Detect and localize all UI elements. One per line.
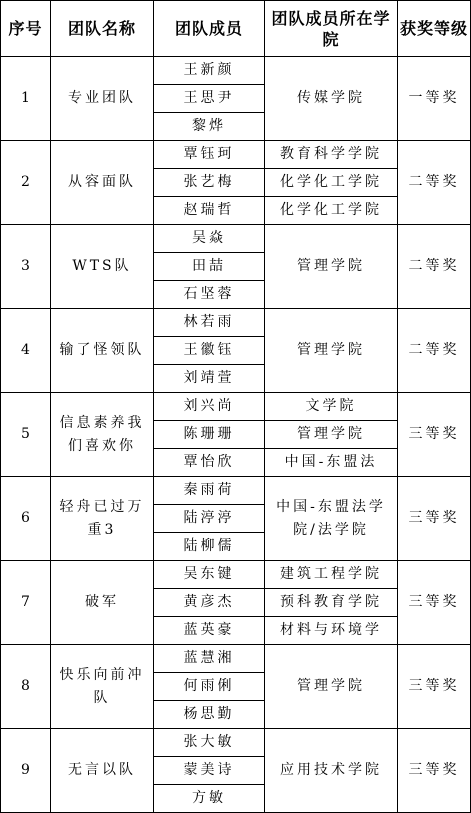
member-college: 化学化工学院 xyxy=(265,169,398,197)
table-row xyxy=(1,393,471,421)
member-college: 文学院 xyxy=(265,393,398,421)
team-college: 管理学院 xyxy=(265,309,398,393)
team-college: 中国-东盟法学院/法学院 xyxy=(265,477,398,561)
header-seq: 序号 xyxy=(1,1,51,57)
team-seq: 5 xyxy=(1,393,51,477)
team-seq: 8 xyxy=(1,645,51,729)
team-member: 杨思勤 xyxy=(154,701,265,729)
team-member: 赵瑞哲 xyxy=(154,197,265,225)
team-award: 二等奖 xyxy=(398,309,471,393)
team-seq: 2 xyxy=(1,141,51,225)
table-row xyxy=(1,225,471,253)
team-member: 王思尹 xyxy=(154,85,265,113)
team-name: 轻舟已过万重3 xyxy=(51,477,154,561)
team-award: 三等奖 xyxy=(398,561,471,645)
team-member: 刘兴尚 xyxy=(154,393,265,421)
team-member: 蓝慧湘 xyxy=(154,645,265,673)
team-member: 石坚蓉 xyxy=(154,281,265,309)
team-college: 管理学院 xyxy=(265,225,398,309)
team-member: 何雨俐 xyxy=(154,673,265,701)
team-award: 三等奖 xyxy=(398,393,471,477)
team-member: 方敏 xyxy=(154,785,265,813)
team-college: 传媒学院 xyxy=(265,57,398,141)
team-seq: 3 xyxy=(1,225,51,309)
member-college: 预科教育学院 xyxy=(265,589,398,617)
table-row xyxy=(1,309,471,337)
member-college: 化学化工学院 xyxy=(265,197,398,225)
team-name: 从容面队 xyxy=(51,141,154,225)
team-award: 三等奖 xyxy=(398,645,471,729)
team-member: 张大敏 xyxy=(154,729,265,757)
team-member: 蒙美诗 xyxy=(154,757,265,785)
team-member: 王新颜 xyxy=(154,57,265,85)
member-college: 教育科学学院 xyxy=(265,141,398,169)
team-member: 黎烨 xyxy=(154,113,265,141)
team-member: 陆渟渟 xyxy=(154,505,265,533)
team-award: 二等奖 xyxy=(398,141,471,225)
team-college: 应用技术学院 xyxy=(265,729,398,813)
team-member: 张艺梅 xyxy=(154,169,265,197)
team-college: 管理学院 xyxy=(265,645,398,729)
team-member: 黄彦杰 xyxy=(154,589,265,617)
header-members: 团队成员 xyxy=(154,1,265,57)
team-award: 三等奖 xyxy=(398,477,471,561)
table-row xyxy=(1,645,471,673)
team-seq: 7 xyxy=(1,561,51,645)
team-member: 吴焱 xyxy=(154,225,265,253)
team-member: 刘靖萱 xyxy=(154,365,265,393)
team-name: 信息素养我们喜欢你 xyxy=(51,393,154,477)
member-college: 建筑工程学院 xyxy=(265,561,398,589)
table-row xyxy=(1,729,471,757)
team-member: 田喆 xyxy=(154,253,265,281)
team-member: 王徽钰 xyxy=(154,337,265,365)
team-seq: 6 xyxy=(1,477,51,561)
table-row xyxy=(1,57,471,85)
team-member: 陆柳儒 xyxy=(154,533,265,561)
team-name: 无言以队 xyxy=(51,729,154,813)
team-seq: 4 xyxy=(1,309,51,393)
team-member: 覃怡欣 xyxy=(154,449,265,477)
member-college: 中国-东盟法 xyxy=(265,449,398,477)
team-member: 蓝英豪 xyxy=(154,617,265,645)
member-college: 管理学院 xyxy=(265,421,398,449)
team-award: 一等奖 xyxy=(398,57,471,141)
team-award: 二等奖 xyxy=(398,225,471,309)
team-name: WTS队 xyxy=(51,225,154,309)
team-member: 覃钰珂 xyxy=(154,141,265,169)
award-table-body xyxy=(1,57,471,813)
table-row xyxy=(1,141,471,169)
header-team-name: 团队名称 xyxy=(51,1,154,57)
team-award: 三等奖 xyxy=(398,729,471,813)
team-name: 专业团队 xyxy=(51,57,154,141)
team-name: 快乐向前冲队 xyxy=(51,645,154,729)
team-member: 陈珊珊 xyxy=(154,421,265,449)
header-college: 团队成员所在学院 xyxy=(265,1,398,57)
team-name: 破军 xyxy=(51,561,154,645)
team-member: 吴东键 xyxy=(154,561,265,589)
member-college: 材料与环境学 xyxy=(265,617,398,645)
table-row xyxy=(1,561,471,589)
team-member: 秦雨荷 xyxy=(154,477,265,505)
header-row xyxy=(1,1,471,57)
header-award: 获奖等级 xyxy=(398,1,471,57)
team-name: 输了怪领队 xyxy=(51,309,154,393)
table-row xyxy=(1,477,471,505)
team-seq: 1 xyxy=(1,57,51,141)
team-seq: 9 xyxy=(1,729,51,813)
team-member: 林若雨 xyxy=(154,309,265,337)
